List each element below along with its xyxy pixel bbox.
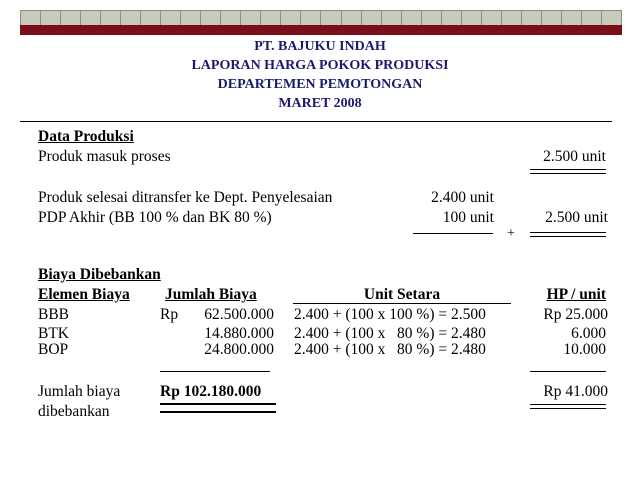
pdp-akhir-label: PDP Akhir (BB 100 % dan BK 80 %) — [38, 209, 272, 226]
title-divider — [20, 121, 612, 122]
row-jumlah: 62.500.000 — [204, 306, 274, 323]
jumlah-subtotal-line — [160, 371, 270, 372]
header-banner — [20, 10, 622, 26]
department-name: DEPARTEMEN PEMOTONGAN — [217, 77, 423, 92]
produk-masuk-label: Produk masuk proses — [38, 148, 171, 165]
masuk-double-underline — [530, 169, 606, 174]
col-header-jumlah: Jumlah Biaya — [165, 286, 257, 303]
plus-sign: + — [507, 226, 515, 241]
section-heading-produksi: Data Produksi — [38, 128, 134, 145]
total-hp: Rp 41.000 — [543, 383, 608, 400]
report-name: LAPORAN HARGA POKOK PRODUKSI — [191, 58, 449, 73]
pdp-akhir-value: 100 unit — [442, 209, 494, 226]
header-red-bar — [20, 25, 622, 35]
row-hp: Rp 25.000 — [543, 306, 608, 323]
total-hp-double-underline — [530, 404, 606, 409]
row-rp: Rp — [160, 306, 179, 323]
produk-masuk-value: 2.500 unit — [543, 148, 606, 165]
total-label-line1: Jumlah biaya — [38, 383, 121, 400]
report-period: MARET 2008 — [278, 96, 362, 111]
col-header-hp: HP / unit — [546, 286, 606, 303]
row-unit: 2.400 + (100 x 80 %) = 2.480 — [294, 341, 486, 358]
produk-selesai-label: Produk selesai ditransfer ke Dept. Penyelesaian — [38, 189, 333, 206]
section-heading-biaya: Biaya Dibebankan — [38, 266, 161, 283]
pdp-total-value: 2.500 unit — [545, 209, 608, 226]
report-title — [100, 37, 540, 113]
total-label-line2: dibebankan — [38, 403, 110, 420]
produk-selesai-value: 2.400 unit — [431, 189, 494, 206]
pdp-total-double-underline — [530, 232, 606, 237]
row-elemen: BBB — [38, 306, 70, 323]
row-jumlah: 24.800.000 — [204, 341, 274, 358]
banner-grid — [21, 11, 621, 25]
total-jumlah: Rp 102.180.000 — [160, 383, 262, 400]
hp-subtotal-line — [530, 371, 606, 372]
row-elemen: BOP — [38, 341, 69, 358]
subtotal-line — [413, 233, 493, 234]
col-header-unit: Unit Setara — [363, 286, 441, 303]
row-unit: 2.400 + (100 x 100 %) = 2.500 — [294, 306, 486, 323]
row-unit: 2.400 + (100 x 80 %) = 2.480 — [294, 325, 486, 342]
company-name: PT. BAJUKU INDAH — [254, 39, 386, 54]
row-jumlah: 14.880.000 — [204, 325, 274, 342]
row-hp: 6.000 — [571, 325, 606, 342]
row-hp: 10.000 — [563, 341, 606, 358]
row-elemen: BTK — [38, 325, 69, 342]
col-header-elemen: Elemen Biaya — [38, 286, 130, 303]
col-header-unit-underline — [293, 303, 511, 304]
total-jumlah-double-underline — [160, 403, 276, 413]
